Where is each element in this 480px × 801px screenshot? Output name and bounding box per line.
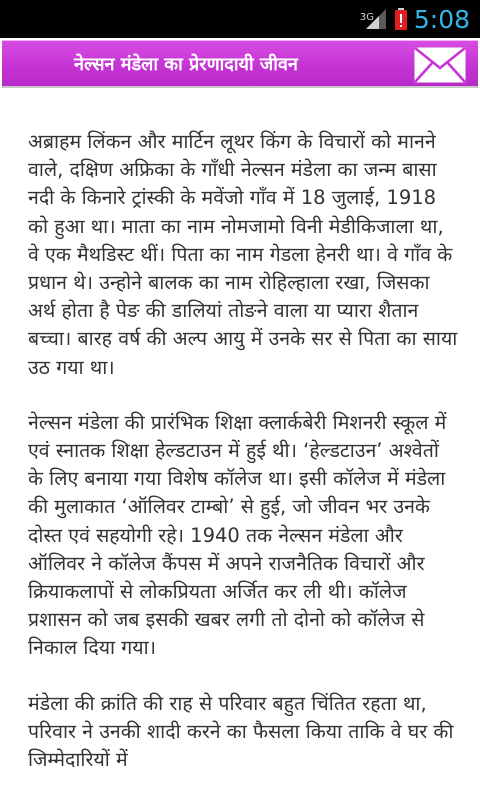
- page-title: नेल्सन मंडेला का प्रेरणादायी जीवन: [74, 54, 298, 75]
- battery-alert-icon: [394, 7, 408, 31]
- network-type-label: 3G: [359, 12, 374, 23]
- mail-icon: [414, 47, 466, 83]
- article-paragraph: मंडेला की क्रांति की राह से परिवार बहुत चिंतित रहता था, परिवार ने उनकी शादी करने का फैसला किया ताकि वे घर की जिम्मेदारियों में: [28, 691, 454, 772]
- status-icons: [359, 0, 470, 38]
- mail-button[interactable]: [414, 47, 466, 83]
- signal-icon: [359, 7, 388, 31]
- app-header: [2, 40, 478, 88]
- article-paragraph: अब्राहम लिंकन और मार्टिन लूथर किंग के विचारों को मानने वाले, दक्षिण अफ्रिका के गाँधी नेल्सन मंडेला का जन्म बासा नदी के किनारे ट्रांस्की के मवेंजो गाँव में 18 जुलाई, 1918 को हुआ था। माता का नाम नोमजामो विनी मेडीकिजाला था, वे एक मैथडिस्ट थीं। पिता का नाम गेडला हेनरी था। वे गाँव के प्रधान थे। उन्होने बालक का नाम रोहिल्हाला रखा, जिसका अर्थ होता है पेङ की डालियां तोङने वाला या प्यारा शैतान बच्चा। बारह वर्ष की अल्प आयु में उनके सर से पिता का साया उठ गया था।: [28, 130, 458, 379]
- status-bar: [0, 0, 480, 38]
- clock: 5:08: [413, 4, 470, 34]
- article-content: [28, 128, 460, 801]
- article-paragraph: नेल्सन मंडेला की प्रारंभिक शिक्षा क्लार्कबेरी मिशनरी स्कूल में एवं स्नातक शिक्षा हेल्डटाउन में हुई थी। ‘हेल्डटाउन’ अश्वेतों के लिए बनाया गया विशेष कॉलेज था। इसी कॉलेज में मंडेला की मुलाकात ‘ऑलिवर टाम्बो’ से हुई, जो जीवन भर उनके दोस्त एवं सहयोगी रहे। 1940 तक नेल्सन मंडेला और ऑलिवर ने कॉलेज कैंपस में अपने राजनैतिक विचारों और क्रियाकलापों से लोकप्रियता अर्जित कर ली थी। कॉलेज प्रशासन को जब इसकी खबर लगी तो दोनो को कॉलेज से निकाल दिया गया।: [28, 410, 447, 660]
